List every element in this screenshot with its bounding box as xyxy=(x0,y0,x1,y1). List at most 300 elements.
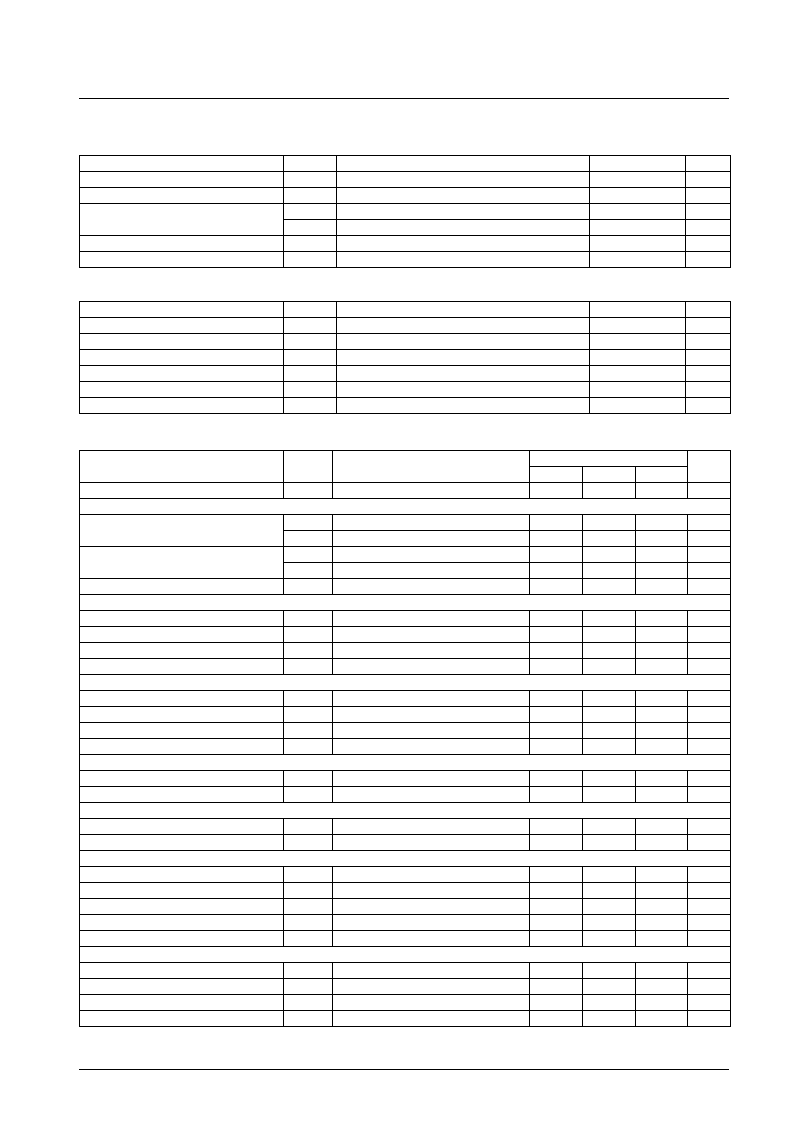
table-cell xyxy=(583,931,636,947)
table-row xyxy=(80,963,731,979)
table-cell xyxy=(688,483,731,499)
table-cell xyxy=(333,899,530,915)
section-row xyxy=(80,675,731,691)
table-cell xyxy=(337,220,590,236)
table-cell xyxy=(333,547,530,563)
table-cell xyxy=(686,156,731,172)
table-cell xyxy=(284,318,337,334)
table-cell xyxy=(80,611,284,627)
table-cell xyxy=(80,252,284,268)
table-cell xyxy=(530,707,583,723)
table-cell xyxy=(688,819,731,835)
table-3 xyxy=(79,450,731,1027)
table-cell xyxy=(530,963,583,979)
table-cell xyxy=(80,691,284,707)
table-cell xyxy=(686,252,731,268)
table-cell xyxy=(636,515,688,531)
table-cell xyxy=(583,483,636,499)
table-cell xyxy=(80,382,284,398)
table-cell xyxy=(583,531,636,547)
table-row xyxy=(80,188,731,204)
table-cell xyxy=(333,627,530,643)
table-cell xyxy=(636,563,688,579)
table-cell xyxy=(530,835,583,851)
table-cell xyxy=(80,835,284,851)
table-cell xyxy=(590,366,686,382)
table-cell xyxy=(636,547,688,563)
table-row xyxy=(80,739,731,755)
table-cell xyxy=(337,366,590,382)
table-cell xyxy=(688,723,731,739)
table-row xyxy=(80,899,731,915)
table-cell xyxy=(530,931,583,947)
section-cell xyxy=(80,851,731,867)
table-row xyxy=(80,318,731,334)
table-cell xyxy=(284,787,333,803)
table-cell xyxy=(333,691,530,707)
table-cell xyxy=(636,611,688,627)
table-cell xyxy=(583,899,636,915)
table-cell xyxy=(530,643,583,659)
table-cell xyxy=(636,723,688,739)
table-cell xyxy=(284,963,333,979)
table-cell xyxy=(688,835,731,851)
table-cell xyxy=(636,531,688,547)
table-cell xyxy=(636,867,688,883)
table-cell xyxy=(686,172,731,188)
table-cell xyxy=(80,172,284,188)
table-cell xyxy=(333,739,530,755)
table-cell xyxy=(686,318,731,334)
table-cell xyxy=(530,995,583,1011)
table-cell xyxy=(590,302,686,318)
table-cell xyxy=(284,382,337,398)
table-cell xyxy=(284,483,333,499)
table-cell xyxy=(686,398,731,414)
section-row xyxy=(80,851,731,867)
table-cell xyxy=(333,643,530,659)
table-cell xyxy=(284,350,337,366)
table-cell xyxy=(333,515,530,531)
table-cell xyxy=(333,659,530,675)
table-cell xyxy=(337,236,590,252)
table-row xyxy=(80,515,731,531)
table-cell xyxy=(688,883,731,899)
table-cell xyxy=(80,867,284,883)
table-cell xyxy=(688,563,731,579)
table-cell xyxy=(80,883,284,899)
table-cell xyxy=(583,963,636,979)
table-cell xyxy=(333,915,530,931)
table-cell xyxy=(686,366,731,382)
table-cell xyxy=(530,899,583,915)
table-cell xyxy=(284,771,333,787)
table-cell xyxy=(80,398,284,414)
table-cell xyxy=(583,643,636,659)
section-cell xyxy=(80,499,731,515)
table-row xyxy=(80,350,731,366)
table-cell xyxy=(590,382,686,398)
table-cell xyxy=(688,739,731,755)
table-cell xyxy=(686,188,731,204)
table-cell xyxy=(284,707,333,723)
table-cell xyxy=(590,220,686,236)
table-cell xyxy=(590,398,686,414)
table-row xyxy=(80,659,731,675)
table-header-cell xyxy=(583,467,636,483)
table-cell xyxy=(333,707,530,723)
table-cell xyxy=(530,563,583,579)
table-cell xyxy=(284,188,337,204)
table-row xyxy=(80,915,731,931)
table-cell xyxy=(333,867,530,883)
table-cell xyxy=(284,899,333,915)
table-cell xyxy=(583,739,636,755)
table-cell xyxy=(333,883,530,899)
table-cell xyxy=(686,204,731,220)
table-cell xyxy=(590,188,686,204)
section-row xyxy=(80,755,731,771)
table-row xyxy=(80,787,731,803)
table-cell xyxy=(636,1011,688,1027)
table-cell xyxy=(284,236,337,252)
table-cell xyxy=(284,334,337,350)
table-cell xyxy=(530,515,583,531)
table-cell xyxy=(590,156,686,172)
table-cell xyxy=(333,963,530,979)
table-row xyxy=(80,334,731,350)
table-cell xyxy=(636,787,688,803)
table-row xyxy=(80,691,731,707)
table-header-cell xyxy=(80,451,284,483)
table-row xyxy=(80,707,731,723)
table-cell xyxy=(284,204,337,220)
table-cell xyxy=(583,979,636,995)
table-cell xyxy=(590,350,686,366)
table-cell xyxy=(80,995,284,1011)
table-cell xyxy=(686,220,731,236)
table-cell xyxy=(80,350,284,366)
table-cell xyxy=(284,1011,333,1027)
table-row xyxy=(80,867,731,883)
table-row xyxy=(80,979,731,995)
table-cell xyxy=(583,883,636,899)
table-cell xyxy=(583,691,636,707)
table-cell xyxy=(284,220,337,236)
table-cell xyxy=(530,691,583,707)
section-cell xyxy=(80,675,731,691)
table-cell xyxy=(583,771,636,787)
table-row xyxy=(80,723,731,739)
table-cell xyxy=(583,515,636,531)
table-cell xyxy=(530,867,583,883)
table-cell xyxy=(530,915,583,931)
table-cell xyxy=(688,515,731,531)
table-header-cell xyxy=(530,451,688,467)
table-cell xyxy=(284,883,333,899)
table-cell xyxy=(688,579,731,595)
table-cell xyxy=(284,366,337,382)
table-cell xyxy=(284,611,333,627)
table-cell xyxy=(530,771,583,787)
table-row xyxy=(80,547,731,563)
table-header-cell xyxy=(636,467,688,483)
table-cell xyxy=(80,1011,284,1027)
table-header-cell xyxy=(688,451,731,483)
table-cell xyxy=(636,899,688,915)
table-cell xyxy=(583,995,636,1011)
table-row xyxy=(80,156,731,172)
table-row xyxy=(80,835,731,851)
table-cell xyxy=(688,963,731,979)
section-cell xyxy=(80,947,731,963)
table-cell xyxy=(80,188,284,204)
table-cell xyxy=(530,579,583,595)
table-cell xyxy=(590,172,686,188)
table-cell xyxy=(688,659,731,675)
table-cell xyxy=(530,787,583,803)
table-cell xyxy=(688,771,731,787)
table-cell xyxy=(284,979,333,995)
table-cell xyxy=(686,350,731,366)
table-cell xyxy=(284,563,333,579)
table-cell xyxy=(80,302,284,318)
table-cell xyxy=(583,723,636,739)
table-cell xyxy=(284,398,337,414)
table-cell xyxy=(284,931,333,947)
table-cell xyxy=(284,819,333,835)
table-cell xyxy=(636,739,688,755)
table-cell xyxy=(688,995,731,1011)
table-cell xyxy=(80,579,284,595)
table-cell xyxy=(636,627,688,643)
table-cell xyxy=(337,204,590,220)
table-cell xyxy=(636,483,688,499)
table-cell xyxy=(80,899,284,915)
table-row xyxy=(80,995,731,1011)
table-cell xyxy=(284,659,333,675)
table-cell xyxy=(333,531,530,547)
table-row xyxy=(80,483,731,499)
table-cell xyxy=(284,156,337,172)
table-cell xyxy=(636,691,688,707)
table-cell xyxy=(636,659,688,675)
table-cell xyxy=(333,771,530,787)
table-cell xyxy=(284,995,333,1011)
table-cell xyxy=(333,563,530,579)
table-cell xyxy=(688,979,731,995)
table-cell xyxy=(80,787,284,803)
table-cell xyxy=(284,915,333,931)
table-header-cell xyxy=(530,467,583,483)
table-cell xyxy=(333,483,530,499)
table-cell xyxy=(80,318,284,334)
table-cell xyxy=(636,979,688,995)
table-cell xyxy=(688,627,731,643)
table-cell xyxy=(284,547,333,563)
table-cell xyxy=(636,883,688,899)
table-cell xyxy=(80,819,284,835)
table-row xyxy=(80,382,731,398)
table-cell xyxy=(284,723,333,739)
table-cell xyxy=(337,382,590,398)
table-cell xyxy=(636,835,688,851)
table-2 xyxy=(79,301,731,414)
table-cell xyxy=(688,643,731,659)
table-cell xyxy=(530,723,583,739)
table-cell xyxy=(583,787,636,803)
table-row xyxy=(80,771,731,787)
table-cell xyxy=(530,531,583,547)
section-cell xyxy=(80,803,731,819)
table-cell xyxy=(80,771,284,787)
table-cell xyxy=(284,643,333,659)
table-cell xyxy=(530,611,583,627)
table-cell xyxy=(80,236,284,252)
table-1 xyxy=(79,155,731,268)
table-cell xyxy=(337,350,590,366)
table-cell xyxy=(688,1011,731,1027)
table-row xyxy=(80,204,731,220)
table-cell xyxy=(530,979,583,995)
table-row xyxy=(80,819,731,835)
table-cell xyxy=(590,236,686,252)
table-cell xyxy=(337,398,590,414)
table-cell xyxy=(590,252,686,268)
table-cell xyxy=(333,931,530,947)
table-cell xyxy=(80,643,284,659)
table-cell xyxy=(284,867,333,883)
table-cell xyxy=(636,643,688,659)
table-cell xyxy=(636,819,688,835)
table-cell xyxy=(583,707,636,723)
table-cell xyxy=(686,334,731,350)
table-cell xyxy=(80,483,284,499)
table-cell xyxy=(590,204,686,220)
table-row xyxy=(80,931,731,947)
table-cell xyxy=(333,819,530,835)
table-cell xyxy=(333,611,530,627)
table-cell xyxy=(688,531,731,547)
table-cell xyxy=(530,547,583,563)
table-cell xyxy=(686,302,731,318)
table-cell xyxy=(636,579,688,595)
table-cell xyxy=(80,627,284,643)
table-header-cell xyxy=(284,451,333,483)
table-cell xyxy=(688,915,731,931)
table-row xyxy=(80,643,731,659)
table-cell xyxy=(636,771,688,787)
section-row xyxy=(80,947,731,963)
table-cell xyxy=(80,334,284,350)
table-cell xyxy=(530,819,583,835)
table-cell xyxy=(337,156,590,172)
table-cell xyxy=(333,995,530,1011)
section-cell xyxy=(80,755,731,771)
table-cell xyxy=(688,787,731,803)
table-cell xyxy=(337,334,590,350)
table-cell xyxy=(80,204,284,236)
table-cell xyxy=(686,382,731,398)
section-cell xyxy=(80,595,731,611)
table-cell xyxy=(590,318,686,334)
table-cell xyxy=(530,883,583,899)
table-row xyxy=(80,398,731,414)
table-cell xyxy=(688,611,731,627)
table-cell xyxy=(530,627,583,643)
table-cell xyxy=(583,1011,636,1027)
table-cell xyxy=(636,915,688,931)
table-cell xyxy=(80,515,284,547)
table-cell xyxy=(284,691,333,707)
table-cell xyxy=(333,835,530,851)
table-cell xyxy=(583,547,636,563)
table-cell xyxy=(686,236,731,252)
table-cell xyxy=(530,739,583,755)
table-cell xyxy=(80,931,284,947)
table-row xyxy=(80,611,731,627)
table-cell xyxy=(583,627,636,643)
table-cell xyxy=(688,707,731,723)
table-cell xyxy=(284,531,333,547)
table-row xyxy=(80,579,731,595)
table-header-cell xyxy=(333,451,530,483)
table-cell xyxy=(530,659,583,675)
table-cell xyxy=(583,659,636,675)
table-cell xyxy=(80,963,284,979)
table-cell xyxy=(333,579,530,595)
table-cell xyxy=(688,691,731,707)
table-row xyxy=(80,627,731,643)
table-cell xyxy=(688,899,731,915)
table-cell xyxy=(80,659,284,675)
table-cell xyxy=(636,931,688,947)
table-cell xyxy=(80,739,284,755)
table-cell xyxy=(583,819,636,835)
table-cell xyxy=(636,707,688,723)
table-cell xyxy=(333,723,530,739)
table-cell xyxy=(284,515,333,531)
table-cell xyxy=(337,252,590,268)
table-cell xyxy=(583,563,636,579)
table-cell xyxy=(583,867,636,883)
table-cell xyxy=(337,318,590,334)
table-cell xyxy=(590,334,686,350)
table-row xyxy=(80,302,731,318)
table-row xyxy=(80,366,731,382)
table-cell xyxy=(80,707,284,723)
table-cell xyxy=(333,787,530,803)
table-header-row xyxy=(80,451,731,467)
table-cell xyxy=(284,252,337,268)
table-cell xyxy=(333,1011,530,1027)
table-cell xyxy=(80,366,284,382)
table-cell xyxy=(284,579,333,595)
table-row xyxy=(80,236,731,252)
table-cell xyxy=(333,979,530,995)
table-cell xyxy=(337,172,590,188)
table-row xyxy=(80,883,731,899)
table-cell xyxy=(583,915,636,931)
table-cell xyxy=(284,627,333,643)
table-cell xyxy=(636,995,688,1011)
table-row xyxy=(80,1011,731,1027)
table-cell xyxy=(284,835,333,851)
table-cell xyxy=(530,483,583,499)
header-rule xyxy=(79,98,729,99)
table-cell xyxy=(80,547,284,579)
footer-rule xyxy=(79,1069,729,1070)
